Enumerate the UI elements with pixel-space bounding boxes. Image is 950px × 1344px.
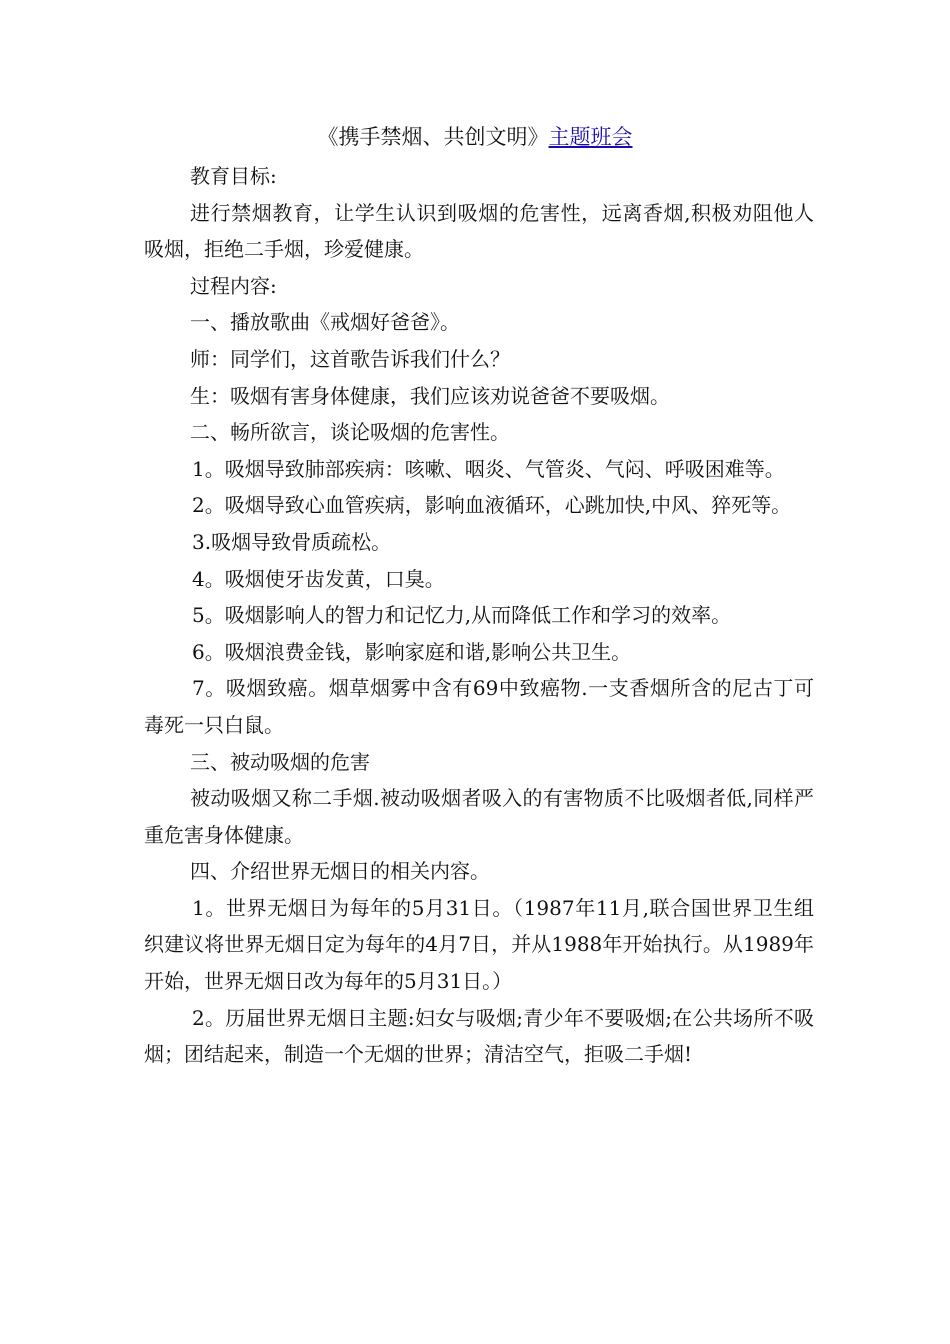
harm-item-7: 7。吸烟致癌。烟草烟雾中含有69中致癌物.一支香烟所含的尼古丁可毒死一只白鼠。 [144, 676, 814, 737]
harm-item-2: 2。吸烟导致心血管疾病，影响血液循环，心跳加快,中风、猝死等。 [192, 493, 792, 518]
document-title [0, 119, 950, 155]
harm-item-3: 3.吸烟导致骨质疏松。 [192, 529, 392, 554]
document-body [144, 158, 814, 1073]
teacher-line: 师：同学们，这首歌告诉我们什么？ [190, 346, 510, 371]
step-heading-4: 四、介绍世界无烟日的相关内容。 [190, 859, 490, 884]
step-heading-3: 三、被动吸烟的危害 [190, 749, 370, 774]
no-tobacco-day-item-1: 1。世界无烟日为每年的5月31日。（1987年11月,联合国世界卫生组织建议将世界无烟日定为每年的4月7日，并从1988年开始执行。从1989年开始，世界无烟日改为每年的5月31日。） [144, 895, 814, 994]
harm-item-6: 6。吸烟浪费金钱，影响家庭和谐,影响公共卫生。 [192, 639, 632, 664]
title-text: 《携手禁烟、共创文明》 [317, 125, 549, 149]
title-link[interactable]: 主题班会 [548, 125, 633, 149]
harm-item-4: 4。吸烟使牙齿发黄，口臭。 [192, 566, 445, 591]
harm-item-5: 5。吸烟影响人的智力和记忆力,从而降低工作和学习的效率。 [192, 603, 732, 628]
paragraph-goal: 进行禁烟教育，让学生认识到吸烟的危害性，远离香烟,积极劝阻他人吸烟，拒绝二手烟，珍爱健康。 [144, 200, 814, 262]
section-heading-process: 过程内容: [190, 273, 277, 298]
step-heading-1: 一、播放歌曲《戒烟好爸爸》。 [190, 310, 460, 335]
passive-smoking-paragraph: 被动吸烟又称二手烟.被动吸烟者吸入的有害物质不比吸烟者低,同样严重危害身体健康。 [144, 786, 814, 847]
no-tobacco-day-item-2: 2。历届世界无烟日主题:妇女与吸烟;青少年不要吸烟;在公共场所不吸烟；团结起来，制造一个无烟的世界；清洁空气，拒吸二手烟! [144, 1005, 814, 1067]
section-heading-goal: 教育目标: [190, 164, 277, 188]
harm-item-1: 1。吸烟导致肺部疾病：咳嗽、咽炎、气管炎、气闷、呼吸困难等。 [192, 456, 785, 481]
step-heading-2: 二、畅所欲言，谈论吸烟的危害性。 [190, 420, 510, 445]
student-line: 生：吸烟有害身体健康，我们应该劝说爸爸不要吸烟。 [190, 383, 670, 408]
